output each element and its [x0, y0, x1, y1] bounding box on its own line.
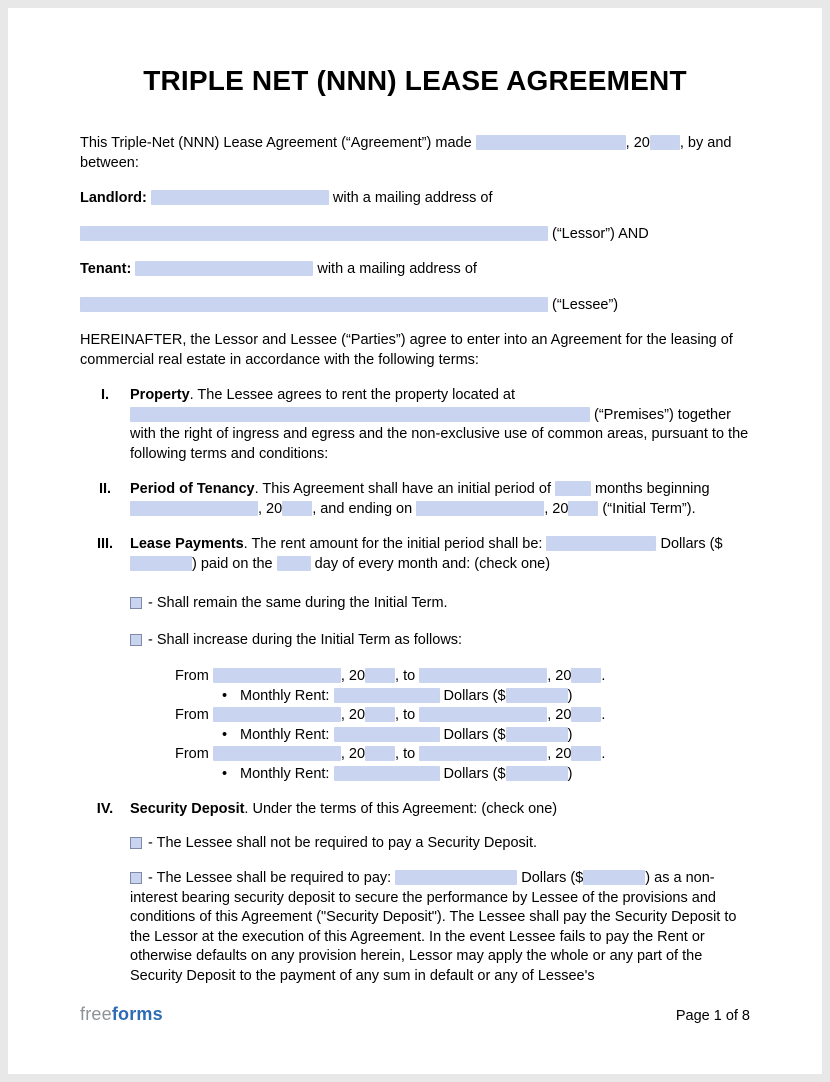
lessee-suffix: (“Lessee”) [548, 296, 619, 313]
intro-text-3: , by and between: [80, 135, 732, 171]
rent-increase-schedule [175, 667, 750, 784]
increase-period-line [175, 667, 750, 687]
rent-amount-number-field[interactable] [130, 556, 192, 571]
rent-increase-checkbox[interactable] [130, 634, 142, 646]
brand-forms: forms [111, 1003, 163, 1024]
schedule-text: . [601, 746, 606, 762]
rent-same-option [130, 594, 750, 614]
schedule-text: , 20 [340, 668, 366, 684]
rent-due-day-field[interactable] [277, 556, 311, 571]
section-lease-body [130, 535, 750, 574]
bullet-icon: • [222, 687, 228, 704]
section-property-numeral: I. [100, 387, 110, 403]
schedule-text: From [175, 668, 213, 684]
deposit-amount-words-field[interactable] [395, 870, 517, 885]
agreement-date-field[interactable] [476, 135, 626, 150]
landlord-colon: : [142, 190, 151, 206]
from-date-field[interactable] [213, 668, 341, 683]
tenant-text: with a mailing address of [313, 261, 477, 277]
schedule-text: , 20 [340, 707, 366, 723]
monthly-rent-line [175, 765, 750, 785]
page-number: Page 1 of 8 [675, 1007, 750, 1024]
schedule-text: , 20 [547, 746, 572, 762]
section-deposit-body [130, 800, 750, 820]
section-period-text-1: . This Agreement shall have an initial period of [254, 481, 556, 497]
to-date-field[interactable] [419, 668, 547, 683]
section-lease-text-3: ) paid on the [192, 555, 277, 572]
premises-address-field[interactable] [130, 407, 590, 422]
schedule-text: ) [567, 726, 573, 743]
tenant-label: Tenant [80, 261, 127, 277]
schedule-text: From [175, 746, 213, 762]
lessor-address-line [80, 225, 750, 245]
schedule-text: From [175, 707, 213, 723]
increase-row [175, 706, 750, 745]
section-period [80, 480, 750, 519]
section-lease-payments [80, 535, 750, 574]
rent-increase-option [130, 631, 750, 651]
schedule-text: Dollars ($ [439, 726, 506, 743]
term-start-year-field[interactable] [282, 501, 312, 516]
from-year-field[interactable] [365, 746, 395, 761]
section-property-body [130, 386, 750, 464]
schedule-text: , to [395, 707, 420, 723]
increase-period-line [175, 706, 750, 726]
section-lease-text-1: . The rent amount for the initial period shall be: [243, 536, 547, 552]
monthly-rent-label: Monthly Rent: [240, 765, 334, 782]
monthly-rent-words-field[interactable] [334, 727, 440, 742]
schedule-text: . [601, 668, 606, 684]
to-date-field[interactable] [419, 707, 547, 722]
tenant-name-field[interactable] [135, 261, 313, 276]
deposit-required-text-2: Dollars ($ [517, 870, 584, 886]
section-property-text-2: (“Premises”) together with the right of ingress and egress and the non-exclusive use of common areas, pursuant to the following terms and conditions: [130, 406, 749, 462]
lessee-address-line [80, 296, 750, 316]
landlord-address-field[interactable] [80, 226, 548, 241]
section-period-numeral: II. [98, 481, 112, 497]
schedule-text: Dollars ($ [439, 687, 506, 704]
rent-same-label: - Shall remain the same during the Initial Term. [144, 595, 448, 611]
section-property-text-1: . The Lessee agrees to rent the property located at [189, 387, 516, 403]
brand-free: free [80, 1003, 112, 1024]
section-deposit-heading: Security Deposit [130, 801, 245, 817]
document-title: TRIPLE NET (NNN) LEASE AGREEMENT [143, 65, 687, 96]
monthly-rent-amount-field[interactable] [506, 688, 568, 703]
section-period-text-5: , 20 [544, 500, 569, 517]
tenant-line [80, 260, 750, 280]
increase-period-line [175, 745, 750, 765]
deposit-none-label: - The Lessee shall not be required to pay a Security Deposit. [144, 834, 538, 851]
deposit-required-checkbox[interactable] [130, 872, 142, 884]
section-period-text-4: , and ending on [312, 500, 417, 517]
agreement-year-field[interactable] [650, 135, 680, 150]
monthly-rent-amount-field[interactable] [506, 727, 568, 742]
deposit-required-text-1: - The Lessee shall be required to pay: [144, 870, 396, 886]
term-start-date-field[interactable] [130, 501, 258, 516]
deposit-required-text-3: ) as a non-interest bearing security deposit to secure the performance by Lessee of the provisions and conditions of this Agreement ("Security Deposit"). The Lessee shall pay the Security Deposit to the Lessor at the execution of this Agreement. In the event Lessee fails to pay the Rent or otherwise defaults on any provision herein, Lessor may apply the whole or any part of the Security Deposit to the payment of any sum in default or any of Lessee's [130, 870, 737, 984]
hereinafter-paragraph: HEREINAFTER, the Lessor and Lessee (“Parties”) agree to enter into an Agreement for the leasing of commercial real estate in accordance with the following terms: [80, 332, 733, 368]
freeforms-logo [80, 1005, 163, 1025]
term-end-year-field[interactable] [568, 501, 598, 516]
section-period-text-3: , 20 [258, 500, 283, 517]
section-lease-text-4: day of every month and: (check one) [310, 555, 551, 572]
deposit-required-option [130, 869, 750, 986]
landlord-text: with a mailing address of [328, 190, 493, 206]
schedule-text: , to [395, 746, 420, 762]
bullet-icon: • [222, 765, 228, 782]
intro-paragraph [80, 134, 750, 173]
bullet-icon: • [222, 726, 228, 743]
intro-text-1: This Triple-Net (NNN) Lease Agreement (“Agreement”) made [80, 135, 476, 151]
to-year-field[interactable] [571, 707, 601, 722]
tenant-colon: : [126, 261, 136, 277]
monthly-rent-words-field[interactable] [334, 688, 440, 703]
monthly-rent-label: Monthly Rent: [240, 726, 334, 743]
deposit-none-checkbox[interactable] [130, 837, 142, 849]
section-lease-text-2: Dollars ($ [656, 536, 723, 552]
section-deposit-text: . Under the terms of this Agreement: (check one) [244, 801, 558, 817]
schedule-text: , to [395, 668, 420, 684]
schedule-text: ) [567, 687, 573, 704]
section-lease-heading: Lease Payments [130, 536, 244, 552]
deposit-none-option [130, 834, 750, 854]
section-lease-numeral: III. [96, 536, 114, 552]
page-footer [80, 1005, 750, 1027]
landlord-line [80, 189, 750, 209]
schedule-text: Dollars ($ [439, 765, 506, 782]
section-deposit-numeral: IV. [96, 801, 114, 817]
section-period-text-6: (“Initial Term”). [598, 500, 696, 517]
to-year-field[interactable] [571, 668, 601, 683]
section-period-body [130, 480, 750, 519]
monthly-rent-label: Monthly Rent: [240, 687, 334, 704]
monthly-rent-line [175, 726, 750, 746]
lessor-suffix: (“Lessor”) AND [548, 225, 649, 242]
initial-period-months-field[interactable] [555, 481, 591, 496]
term-end-date-field[interactable] [416, 501, 544, 516]
document-page [8, 8, 822, 1074]
to-year-field[interactable] [571, 746, 601, 761]
deposit-amount-number-field[interactable] [583, 870, 645, 885]
schedule-text: . [601, 707, 606, 723]
landlord-name-field[interactable] [151, 190, 329, 205]
increase-row [175, 667, 750, 706]
to-date-field[interactable] [419, 746, 547, 761]
from-year-field[interactable] [365, 668, 395, 683]
schedule-text: , 20 [547, 707, 572, 723]
intro-text-2: , 20 [625, 135, 650, 151]
section-period-heading: Period of Tenancy [130, 481, 255, 497]
monthly-rent-amount-field[interactable] [506, 766, 568, 781]
rent-amount-words-field[interactable] [546, 536, 656, 551]
increase-row [175, 745, 750, 784]
section-security-deposit [80, 800, 750, 820]
schedule-text: , 20 [340, 746, 366, 762]
section-property [80, 386, 750, 464]
section-period-text-2: months beginning [591, 481, 710, 497]
rent-same-checkbox[interactable] [130, 597, 142, 609]
schedule-text: , 20 [547, 668, 572, 684]
landlord-label: Landlord [80, 190, 143, 206]
section-property-heading: Property [130, 387, 190, 403]
schedule-text: ) [567, 765, 573, 782]
monthly-rent-words-field[interactable] [334, 766, 440, 781]
from-date-field[interactable] [213, 707, 341, 722]
from-date-field[interactable] [213, 746, 341, 761]
monthly-rent-line [175, 687, 750, 707]
from-year-field[interactable] [365, 707, 395, 722]
rent-increase-label: - Shall increase during the Initial Term as follows: [144, 631, 463, 648]
tenant-address-field[interactable] [80, 297, 548, 312]
